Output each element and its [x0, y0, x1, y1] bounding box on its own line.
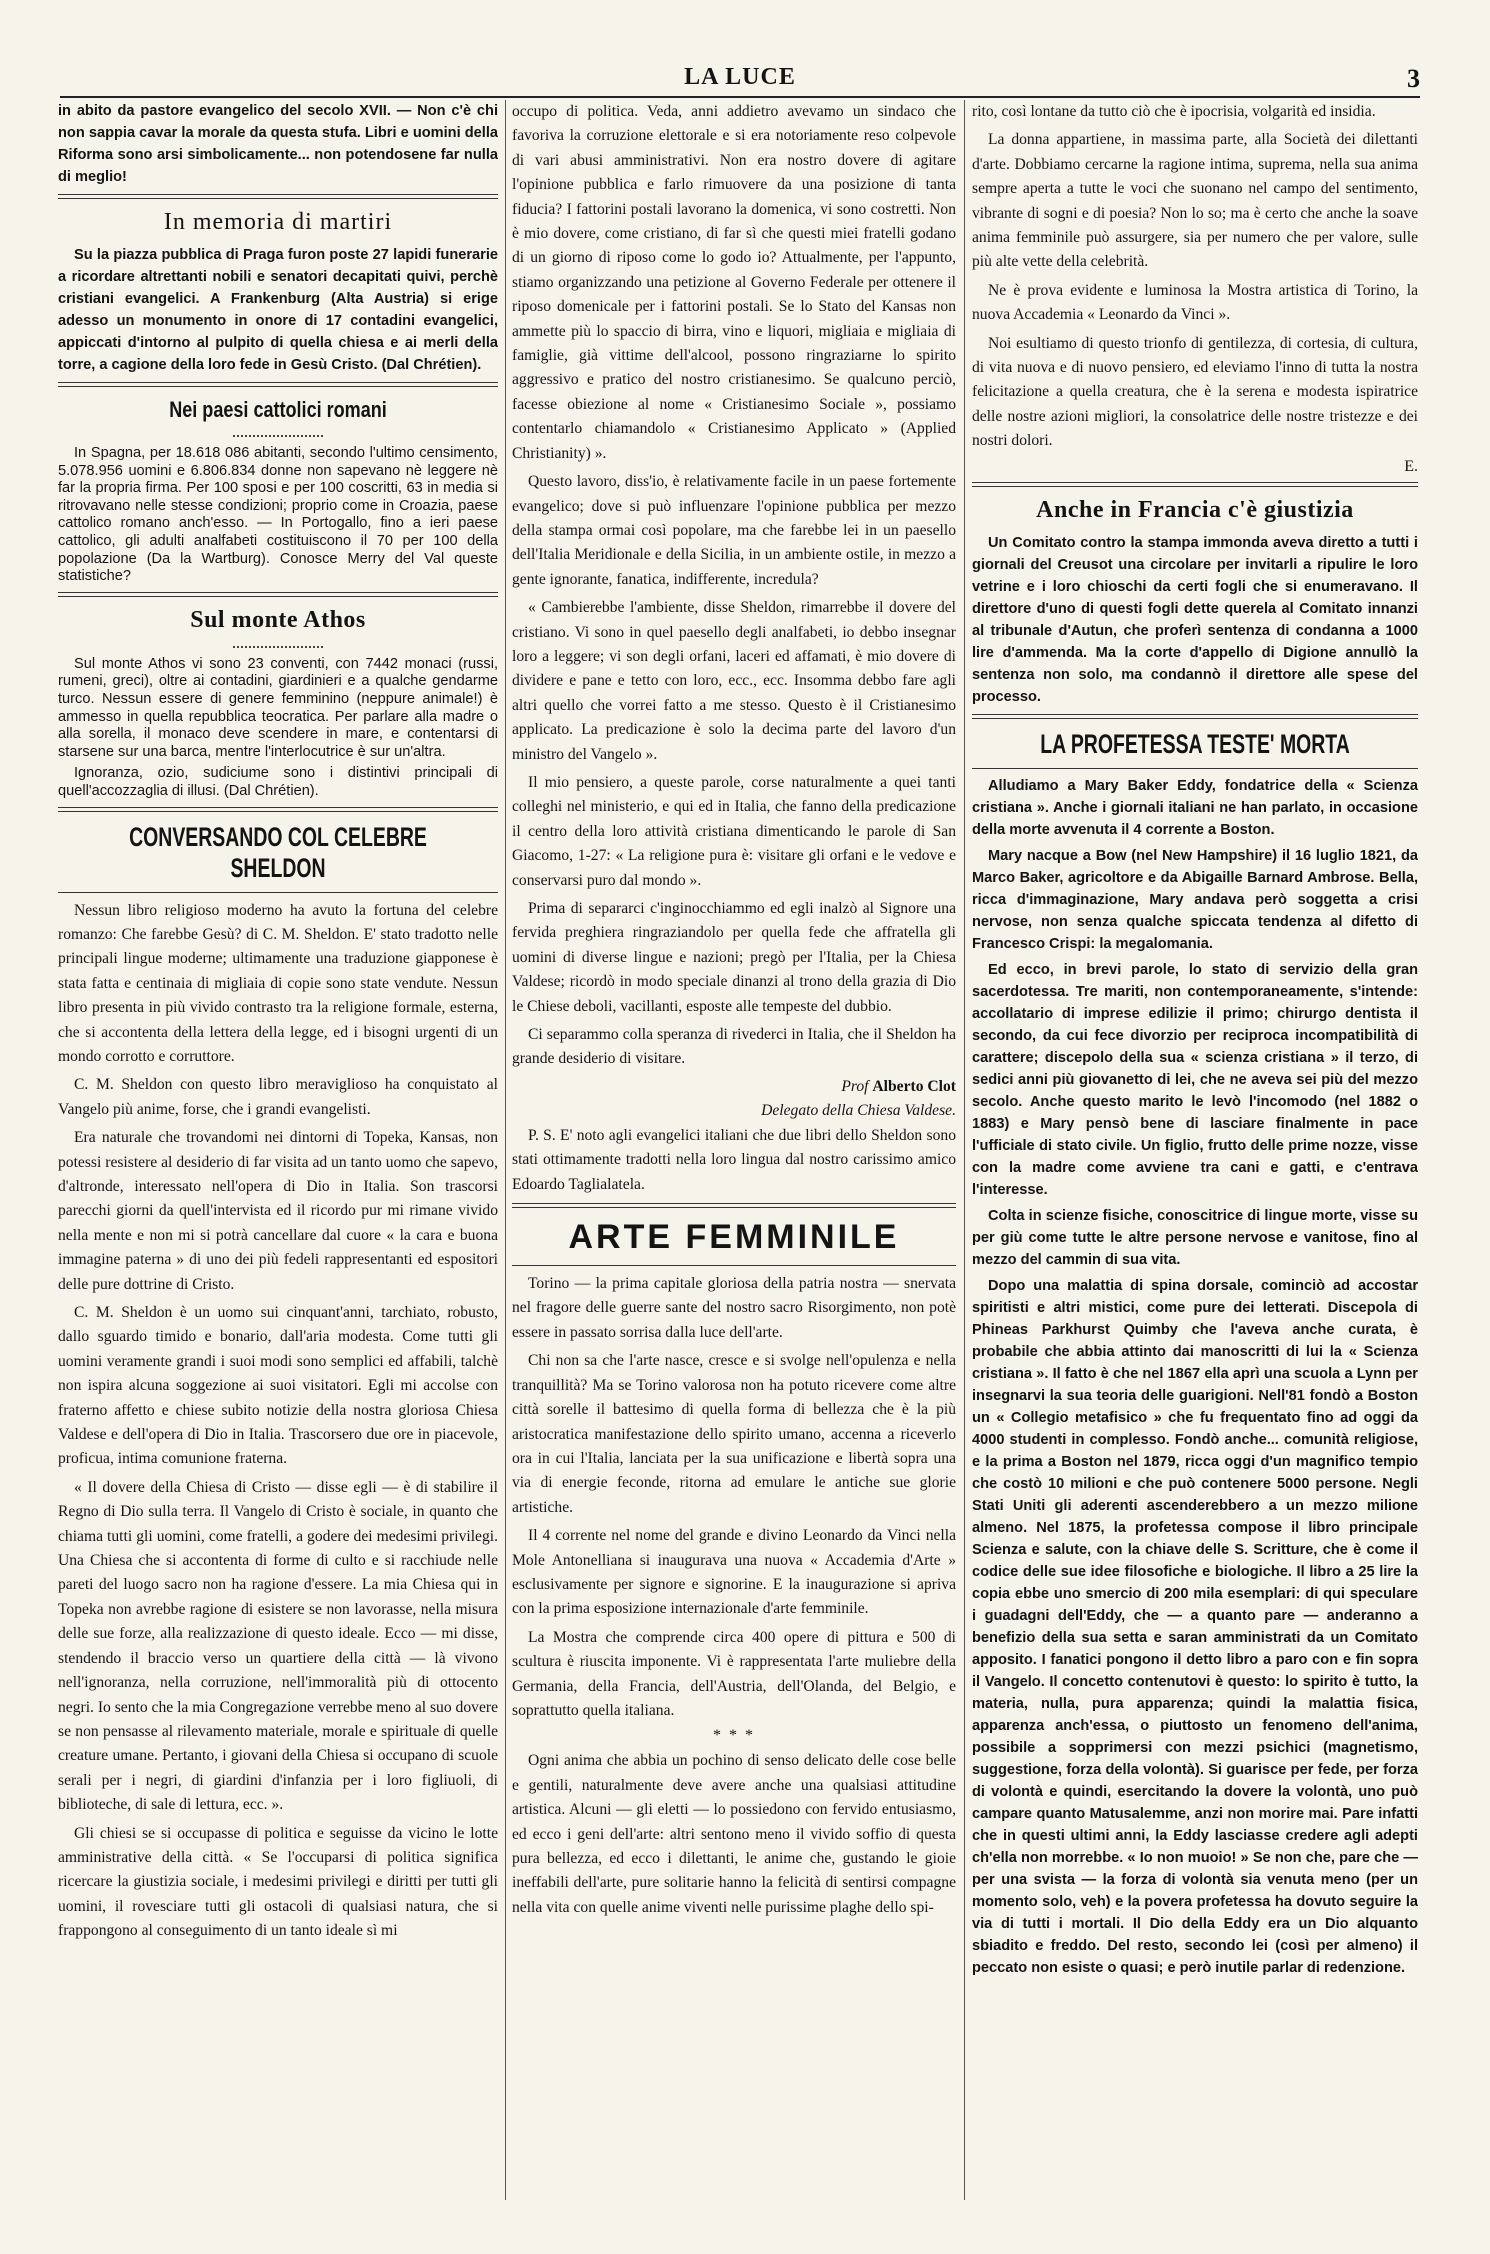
- article-arte: [512, 1272, 956, 1920]
- signature-role: Delegato della Chiesa Valdese.: [761, 1101, 956, 1119]
- article-title-athos: Sul monte Athos: [190, 606, 366, 633]
- sheldon-paragraph: Ci separammo colla speranza di rivederci in Italia, che il Sheldon ha grande desiderio di visitare.: [512, 1026, 956, 1068]
- intro-fragment: [58, 100, 498, 188]
- sheldon-paragraph: Prima di separarci c'inginocchiammo ed egli inalzò al Signore una fervida preghiera ringraziandolo per quella fede che affratella gli uomini di diverse lingue e nazioni; pregò per l'Italia, per la Chiesa Valdese; ricordò in modo speciale dinanzi al trono della grazia di Dio le Chiese deboli, vacillanti, esposte alle tempeste del dubbio.: [512, 900, 956, 1015]
- sheldon-paragraph: Era naturale che trovandomi nei dintorni di Topeka, Kansas, non potessi resistere al desiderio di far visita ad un tanto uomo che sapevo, d'altronde, interessato nell'opera di Dio in Italia. Son trascorsi parecchi giorni da quell'intervista ed il ricordo pur mi rimane vivido nella mente e non mi si potrà cancellare dal cuore « la cara e buona immagine paterna » di uno dei più fedeli rappresentanti ed espositori delle pure dottrine di Cristo.: [58, 1129, 498, 1293]
- divider: [972, 714, 1418, 719]
- masthead: [60, 60, 1420, 98]
- profetessa-paragraph: Alludiamo a Mary Baker Eddy, fondatrice della « Scienza cristiana ». Anche i giornali italiani ne han parlato, in occasione della morte avvenuta il 4 corrente a Boston.: [972, 777, 1418, 838]
- arte-paragraph: La Mostra che comprende circa 400 opere di pittura e 500 di scultura è riuscita imponente. Vi è rappresentata l'arte muliebre della Germania, della Francia, dell'Austria, dell'Olanda, del Belgio, e soprattutto quella italiana.: [512, 1628, 956, 1719]
- intro-text: in abito da pastore evangelico del secolo XVII. — Non c'è chi non sappia cavar la morale da questa stufa. Libri e uomini della Riforma sono arsi simbolicamente... non potendosene far nulla di meglio!: [58, 103, 498, 185]
- article-arte-continued: [972, 100, 1418, 476]
- page-number: 3: [1407, 64, 1420, 93]
- sheldon-paragraph: « Cambierebbe l'ambiente, disse Sheldon, rimarrebbe il dovere del cristiano. Vi sono in quel paesello degli analfabeti, io debbo insegnar loro a leggere; vi son degli orfani, laceri ed affamati, è mio dovere di dividere e pane e tetto con loro, ecc., ecc. Insomma debbo fare agli altri quello che vorrei fatto a me stesso. Questo è il Cristianesimo applicato. La predicazione è solo la decima parte del lavoro d'un ministro del Vangelo ».: [512, 599, 956, 763]
- profetessa-paragraph: Mary nacque a Bow (nel New Hampshire) il 16 luglio 1821, da Marco Baker, agricoltore e da Abigaille Barnard Ambrose. Bella, ricca d'immaginazione, Mary andava però soggetta a crisi nervose, non senza qualche spiccata tendenza al difetto di Francesco Crispi: la megalomania.: [972, 847, 1418, 952]
- column-2: [512, 100, 956, 2220]
- divider: [58, 194, 498, 199]
- article-title-profetessa: LA PROFETESSA TESTE' MORTA: [1040, 728, 1350, 759]
- ornament: [233, 431, 323, 437]
- sheldon-paragraph: occupo di politica. Veda, anni addietro avevamo un sindaco che favoriva la corruzione elettorale e si era notoriamente reso colpevole di vari abusi amministrativi. Non era nostro dovere di agitare l'opinione pubblica e farlo rimuovere da una posizione di tanta fiducia? I fattorini postali lavorano la domenica, vi sono costretti. Non è mio dovere, come cristiano, di far sì che questi miei fratelli godano di un giorno di riposo come lo godo io? Attualmente, per l'appunto, stiamo organizzando una petizione al Governo Federale per ottenere il riposo domenicale per i fattorini postali. Se lo Stato del Kansas non ammette più lo spaccio di birra, vino e liquori, migliaia e migliaia di famiglie, già vittime dell'alcool, possono ringraziarne lo spirito aggressivo e pratico del nostro cristianesimo. Se qualcuno perciò, facesse obiezione al nome « Cristianesimo Sociale », possiamo contentarlo chiamandolo « Cristianesimo Applicato » (Applied Christianity) ».: [512, 103, 956, 462]
- athos-paragraph: Ignoranza, ozio, sudiciume sono i distintivi principali di quell'accozzaglia di illusi. (Dal Chrétien).: [58, 765, 498, 799]
- divider: [58, 592, 498, 597]
- arte-paragraph: Noi esultiamo di questo trionfo di gentilezza, di cortesia, di cultura, di vita nuova e di nuovo pensiero, ed eleviamo l'inno di tutta la nostra felicitazione a quella creatura, che è la serena e modesta ispiratrice delle nostre azioni migliori, la consolatrice delle nostre tristezze e dei nostri dolori.: [972, 334, 1418, 450]
- profetessa-paragraph: Colta in scienze fisiche, conoscitrice di lingue morte, visse su per giù come tutte le altre persone nervose e vanitose, fino al mezzo del cammin di sua vita.: [972, 1207, 1418, 1268]
- column-rule: [505, 100, 506, 2200]
- athos-paragraph: Sul monte Athos vi sono 23 conventi, con 7442 monaci (russi, rumeni, greci), oltre ai contadini, giardinieri e a qualche gendarme turco. Nessun essere di genere femminino (neppure animale!) è ammesso in quella repubblica teocratica. Per parlare alla madre o alla sorella, il monaco deve scendere in mare, e contentarsi di starsene sur una barca, mentre l'interlocutrice è sur un'altra.: [58, 655, 498, 760]
- article-sheldon-continued: [512, 100, 956, 1072]
- paesi-text: In Spagna, per 18.618 086 abitanti, secondo l'ultimo censimento, 5.078.956 uomini e 6.806.834 donne non sapevano nè leggere nè far la propria firma. Per 100 sposi e per 100 coscritti, 63 in media si ritrovavano nelle stesse condizioni; proprio come in Croazia, paese cattolico romano anch'esso. — In Portogallo, fino a ieri paese cattolico, gli adulti analfabeti costituiscono il 70 per 100 della popolazione (Da la Wartburg). Conosce Merry del Val queste statistiche?: [58, 445, 498, 585]
- divider: [58, 892, 498, 893]
- signature-prefix: Prof: [841, 1077, 869, 1095]
- sheldon-paragraph: « Il dovere della Chiesa di Cristo — disse egli — è di stabilire il Regno di Dio sulla terra. Il Vangelo di Cristo è sociale, in quanto che chiama tutti gli uomini, come fratelli, a godere dei medesimi privilegi. Una Chiesa che si accontenta di forme di culto e si racchiude nelle pareti del luogo sacro non ha ragione d'essere. La mia Chiesa qui in Topeka non avrebbe ragione di esistere se non lavorasse, nella misura delle sue forze, alla realizzazione di questo ideale. Ecco — mi disse, stendendo il braccio verso un quartiere della città — là vivono nell'ignoranza, nella corruzione, nell'immoralità più di ottocento negri. Io sento che la mia Congregazione verrebbe meno al suo dovere se non pensasse al rilevamento materiale, morale e spirituale di quelle creature umane. Pertanto, i giovani della Chiesa si occupano di scuole serali per i negri, di giardini d'infanzia per i loro figliuoli, di biblioteche, di sale di lettura, ecc. ».: [58, 1478, 498, 1814]
- arte-signature: E.: [1404, 457, 1418, 475]
- divider: [972, 768, 1418, 769]
- memoria-text: Su la piazza pubblica di Praga furon poste 27 lapidi funerarie a ricordare altrettanti nobili e senatori decapitati quivi, perchè cristiani evangelici. A Frankenburg (Alta Austria) si erige adesso un monumento in onore di 17 contadini evangelici, appiccati d'intorno al pulpito di quella chiesa e ai merli della torre, a cagione della loro fede in Gesù Cristo. (Dal Chrétien).: [58, 247, 498, 373]
- profetessa-paragraph: Ed ecco, in brevi parole, lo stato di servizio della gran sacerdotessa. Tre mariti, non contemporaneamente, s'intende: accollatario di imprese edilizie il primo; chirurgo dentista il secondo, da cui fece divorzio per reciproca incompatibilità di carattere; discepolo della sua « scienza cristiana » il terzo, di sedici anni più giovanetto di lei, che ne aveva sei più del mezzo secolo. Anche questo marito le levò l'incomodo (nel 1882 o 1883) e Mary pensò bene di lasciare finalmente in pace l'ufficiale di stato civile. Un figlio, frutto delle prime nozze, visse con la madre come avviene tra cani e gatti, e c'entrava l'interesse.: [972, 961, 1418, 1198]
- article-francia: [972, 532, 1418, 708]
- arte-paragraph: Chi non sa che l'arte nasce, cresce e si svolge nell'opulenza e nella tranquillità? Ma se Torino valorosa non ha potuto ricevere come altre città sorelle il battesimo di quella forma di bellezza che è la più aristocratica manifestazione dello spirito umano, accenna a riceverlo ora in cui l'Italia, lanciata per la sua unificazione e libertà sopra una via di energie feconde, ritorna ad emulare le antiche sue glorie artistiche.: [512, 1352, 956, 1516]
- article-title-paesi: Nei paesi cattolici romani: [169, 397, 387, 422]
- profetessa-paragraph: Dopo una malattia di spina dorsale, cominciò ad accostar spiritisti e altri mistici, come pure dei letterati. Discepola di Phineas Parkhurst Quimby che l'aveva anche curata, è probabile che abbia attinto dai manoscritti di lui la « Scienza cristiana ». Il fatto è che nel 1867 ella aprì una scuola a Lynn per insegnarvi la sua teoria delle guarigioni. Nell'81 fondò a Boston un « Collegio metafisico » che fu frequentato fino ad oggi da 4000 studenti in complesso. Fondò anche... comunità religiose, e la prima a Boston nel 1879, ricca oggi d'un magnifico tempio che costò 10 milioni e che può contenere 5000 persone. Negli Stati Uniti gli aderenti ascenderebbero a un mezzo milione almeno. Nel 1875, la profetessa compose il libro principale Scienza e salute, con la chiave delle S. Scritture, che è come il codice delle sue idee filosofiche e biologiche. Il libro a 25 lire la copia ebbe uno smercio di 200 mila esemplari: di qui speculare i guadagni dell'Eddy, che — a quanto pare — anderanno a benefizio della sua setta e saran amministrati da un Comitato apposito. I fanatici pongono il detto libro a paro con e fin sopra il Vangelo. Il concetto contenutovi è questo: lo spirito è tutto, la materia, nulla, pura apparenza; quindi la malattia fisica, apparenza anch'essa, o piuttosto un fenomeno dell'anima, possibile a sopprimersi con mezzi psichici (magnetismo, suggestione, forza della volontà). Si guarisce per fede, per forza di volontà e quindi, esercitando la dovere la volontà, uno può campare quanto Matusalemme, anzi non morire mai. Pare infatti che in questi ultimi anni, la Eddy lasciasse credere agli adepti ch'ella non morrebbe. « Io non muoio! » Se non che, pare che — per una svista — la forza di volontà sia venuta meno (per un momento solo, veh) e la povera profetessa ha dovuto seguire la via di tutti i mortali. Il Dio della Eddy era un Dio alquanto sbiadito e freddo. Del resto, secondo lei (così per almeno) il peccato non esiste o quasi; e però inutile parlar di redenzione.: [972, 1277, 1418, 1976]
- sheldon-paragraph: Questo lavoro, diss'io, è relativamente facile in un paese fortemente evangelico; dove si può influenzare l'opinione pubblica per mezzo della stampa ormai così popolare, ma che farebbe lei in un paesello dell'Italia Meridionale e della Sicilia, in un ambiente ostile, in mezzo a gente ignorante, fanatica, indifferente, incredula?: [512, 473, 956, 588]
- article-title-arte: ARTE FEMMINILE: [568, 1218, 900, 1257]
- ornament: [233, 642, 323, 648]
- arte-paragraph: Ogni anima che abbia un pochino di senso delicato delle cose belle e gentili, naturalmente deve avere anche una qualsiasi attitudine artistica. Alcuni — gli eletti — lo possiedono con fervido entusiasmo, ed ecco i geni dell'arte: altri sentono meno il vivido soffio di questa pura bellezza, ed ecco i dilettanti, le anime che, gustando le gioie ineffabili dell'arte, pure solitarie hanno la felicità di sentirsi compagne nella vita con quelle anime viventi nelle purissime plaghe dello spi-: [512, 1752, 956, 1916]
- sheldon-paragraph: Nessun libro religioso moderno ha avuto la fortuna del celebre romanzo: Che farebbe Gesù? di C. M. Sheldon. E' stato tradotto nelle principali lingue moderne; ultimamente una traduzione giapponese è stata fatta e centinaia di migliaia di copie sono state vendute. Nessun libro presenta in più vivido contrasto tra la religione formale, esterna, che si accontenta della lettera della legge, ed i bisogni urgenti di un mondo corrotto e corruttore.: [58, 901, 498, 1065]
- divider: [512, 1203, 956, 1208]
- arte-paragraph: La donna appartiene, in massima parte, alla Società dei dilettanti d'arte. Dobbiamo cercarne la ragione intima, suprema, nella sua anima sempre aperta a tutte le voci che suonano nel campo del sentimento, vibrante di sogni e di poesia? Non lo so; ma è certo che anche la soave anima femminile può assurgere, sia per numero che per valore, sulle più alte vette della celebrità.: [972, 131, 1418, 271]
- divider: [58, 807, 498, 812]
- signature-name: Alberto Clot: [872, 1077, 956, 1095]
- article-title-memoria: In memoria di martiri: [163, 209, 393, 235]
- francia-text: Un Comitato contro la stampa immonda aveva diretto a tutti i giornali del Creusot una circolare per invitarli a ripulire le loro vetrine e i loro chioschi da certi fogli che si enumeravano. Il direttore d'uno di questi fogli dette querela al Comitato innanzi al tribunale d'Autun, che proferì sentenza di condanna a 1000 lire d'ammenda. Ma la corte d'appello di Digione annullò la sentenza non solo, ma condannò il direttore alle spese del processo.: [972, 534, 1418, 705]
- signature: [512, 1076, 956, 1098]
- sheldon-paragraph: Il mio pensiero, a queste parole, corse naturalmente a quei tanti colleghi nel ministerio, e qui ed in Italia, che fanno della predicazione il centro della loro attività cristiana dimenticando le parole di San Giacomo, 1-27: « La religione pura è: visitare gli orfani e le vedove e conservarsi puro dal mondo ».: [512, 773, 956, 889]
- sheldon-paragraph: Gli chiesi se si occupasse di politica e seguisse da vicino le lotte amministrative della città. « Se l'occuparsi di politica significa ricercare la giustizia sociale, i medesimi privilegi e diritti per tutti gli uomini, il rovesciare tutti gli ostacoli di qualsiasi natura, che si frappongono al conseguimento di un tanto ideale sì mi: [58, 1824, 498, 1940]
- arte-paragraph: Il 4 corrente nel nome del grande e divino Leonardo da Vinci nella Mole Antonelliana si inaugurava una nuova « Accademia d'Arte » esclusivamente per signore e signorine. E la inaugurazione si apriva con la prima esposizione internazionale d'arte femminile.: [512, 1527, 956, 1618]
- article-profetessa: [972, 775, 1418, 1979]
- article-paesi: [58, 445, 498, 586]
- divider: [58, 382, 498, 387]
- article-athos: [58, 656, 498, 801]
- postscript: P. S. E' noto agli evangelici italiani che due libri dello Sheldon sono stati ottimamente tradotti nella loro lingua dal nostro carissimo amico Edoardo Taglialatela.: [512, 1126, 956, 1193]
- arte-paragraph: rito, così lontane da tutto ciò che è ipocrisia, volgarità ed insidia.: [972, 103, 1376, 120]
- article-sheldon: [58, 899, 498, 1944]
- arte-paragraph: Ne è prova evidente e luminosa la Mostra artistica di Torino, la nuova Accademia « Leonardo da Vinci ».: [972, 281, 1418, 324]
- article-memoria: [58, 244, 498, 376]
- sheldon-paragraph: C. M. Sheldon con questo libro meraviglioso ha conquistato al Vangelo più anime, forse, che i grandi evangelisti.: [58, 1076, 498, 1118]
- column-1: [58, 100, 498, 2220]
- divider: [972, 482, 1418, 487]
- column-rule: [964, 100, 965, 2200]
- asterism: * * *: [713, 1727, 755, 1745]
- article-title-francia: Anche in Francia c'è giustizia: [1036, 496, 1354, 523]
- article-title-sheldon: CONVERSANDO COL CELEBRE SHELDON: [129, 821, 427, 883]
- column-3: [972, 100, 1418, 2220]
- arte-paragraph: Torino — la prima capitale gloriosa della patria nostra — snervata nel fragore delle guerre sante del nostro sacro Risorgimento, non potè essere in passato sorrisa dalla luce dell'arte.: [512, 1275, 956, 1341]
- newspaper-title: LA LUCE: [684, 64, 796, 90]
- sheldon-paragraph: C. M. Sheldon è un uomo sui cinquant'anni, tarchiato, robusto, dallo sguardo timido e bonario, dall'aria modesta. Come tutti gli uomini veramente grandi i suoi modi sono semplici ed affabili, talchè non ispira alcuna soggezione ai suoi visitatori. Egli mi accolse con fraterno affetto e chiese subito notizie della nostra gloriosa Chiesa Valdese e dell'opera di Dio in Italia. Trascorsero due ore in piacevole, proficua, intima comunione fraterna.: [58, 1304, 498, 1468]
- divider: [512, 1265, 956, 1266]
